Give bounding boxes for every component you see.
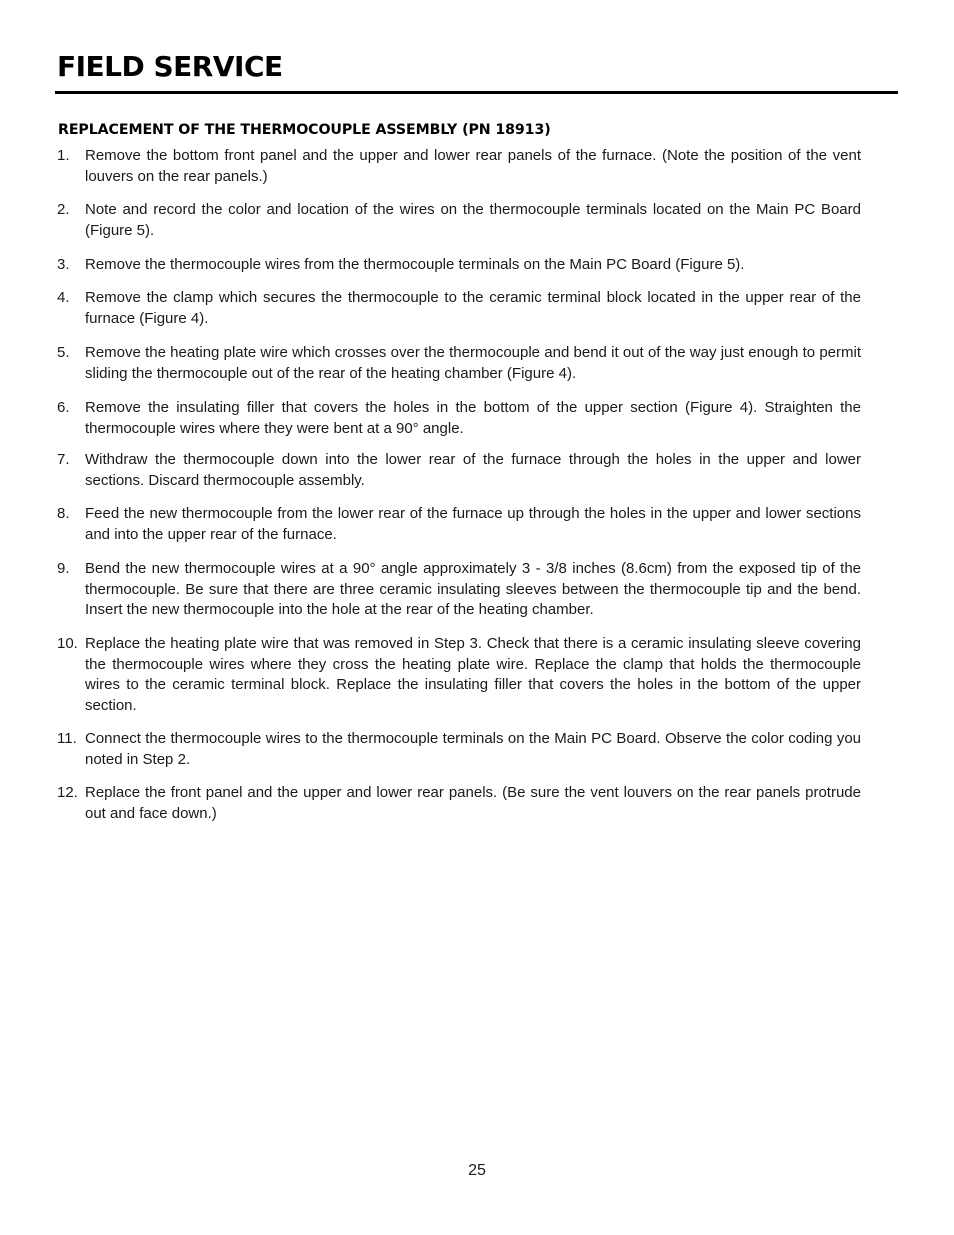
step-number: 8. — [57, 505, 70, 522]
step-number: 10. — [57, 635, 78, 652]
step-text: Remove the thermocouple wires from the thermocouple terminals on the Main PC Board (Figure 5). — [85, 256, 745, 273]
step-number: 3. — [57, 256, 70, 273]
step-text: Remove the insulating filler that covers the holes in the bottom of the upper section (Figure 4). Straighten the thermocouple wires where they were bent at a 90° angle. — [85, 399, 861, 437]
step-text: Note and record the color and location of the wires on the thermocouple terminals located on the Main PC Board (Figure 5). — [85, 201, 861, 239]
step-text: Replace the heating plate wire that was removed in Step 3. Check that there is a ceramic insulating sleeve covering the thermocouple wires where they cross the heating plate wire. Replace the clamp that holds the thermocouple wires to the ceramic terminal block. Replace the insulating filler that covers the holes in the bottom of the upper section. — [85, 635, 861, 714]
step-text: Remove the clamp which secures the thermocouple to the ceramic terminal block located in the upper rear of the furnace (Figure 4). — [85, 289, 861, 327]
step-number: 4. — [57, 289, 70, 306]
page-title: FIELD SERVICE — [57, 50, 283, 83]
step-text: Remove the bottom front panel and the upper and lower rear panels of the furnace. (Note the position of the vent louvers on the rear panels.) — [85, 147, 861, 185]
step-number: 9. — [57, 560, 70, 577]
section-heading: REPLACEMENT OF THE THERMOCOUPLE ASSEMBLY (PN 18913) — [58, 122, 551, 138]
step-number: 2. — [57, 201, 70, 218]
step-number: 12. — [57, 784, 78, 801]
step-number: 11. — [57, 730, 77, 747]
title-divider — [55, 91, 898, 94]
step-number: 7. — [57, 451, 70, 468]
step-number: 1. — [57, 147, 70, 164]
step-text: Remove the heating plate wire which crosses over the thermocouple and bend it out of the way just enough to permit sliding the thermocouple out of the rear of the heating chamber (Figure 4). — [85, 344, 861, 382]
step-number: 6. — [57, 399, 70, 416]
step-text: Bend the new thermocouple wires at a 90° angle approximately 3 - 3/8 inches (8.6cm) from the exposed tip of the thermocouple. Be sure that there are three ceramic insulating sleeves between the thermocouple tip and the bend. Insert the new thermocouple into the hole at the rear of the heating chamber. — [85, 560, 861, 618]
step-text: Withdraw the thermocouple down into the lower rear of the furnace through the holes in the upper and lower sections. Discard thermocouple assembly. — [85, 451, 861, 489]
step-text: Feed the new thermocouple from the lower rear of the furnace up through the holes in the upper and lower sections and into the upper rear of the furnace. — [85, 505, 861, 543]
step-text: Replace the front panel and the upper and lower rear panels. (Be sure the vent louvers on the rear panels protrude out and face down.) — [85, 784, 861, 822]
step-number: 5. — [57, 344, 70, 361]
step-text: Connect the thermocouple wires to the thermocouple terminals on the Main PC Board. Observe the color coding you noted in Step 2. — [85, 730, 861, 768]
page-number: 25 — [468, 1162, 486, 1179]
